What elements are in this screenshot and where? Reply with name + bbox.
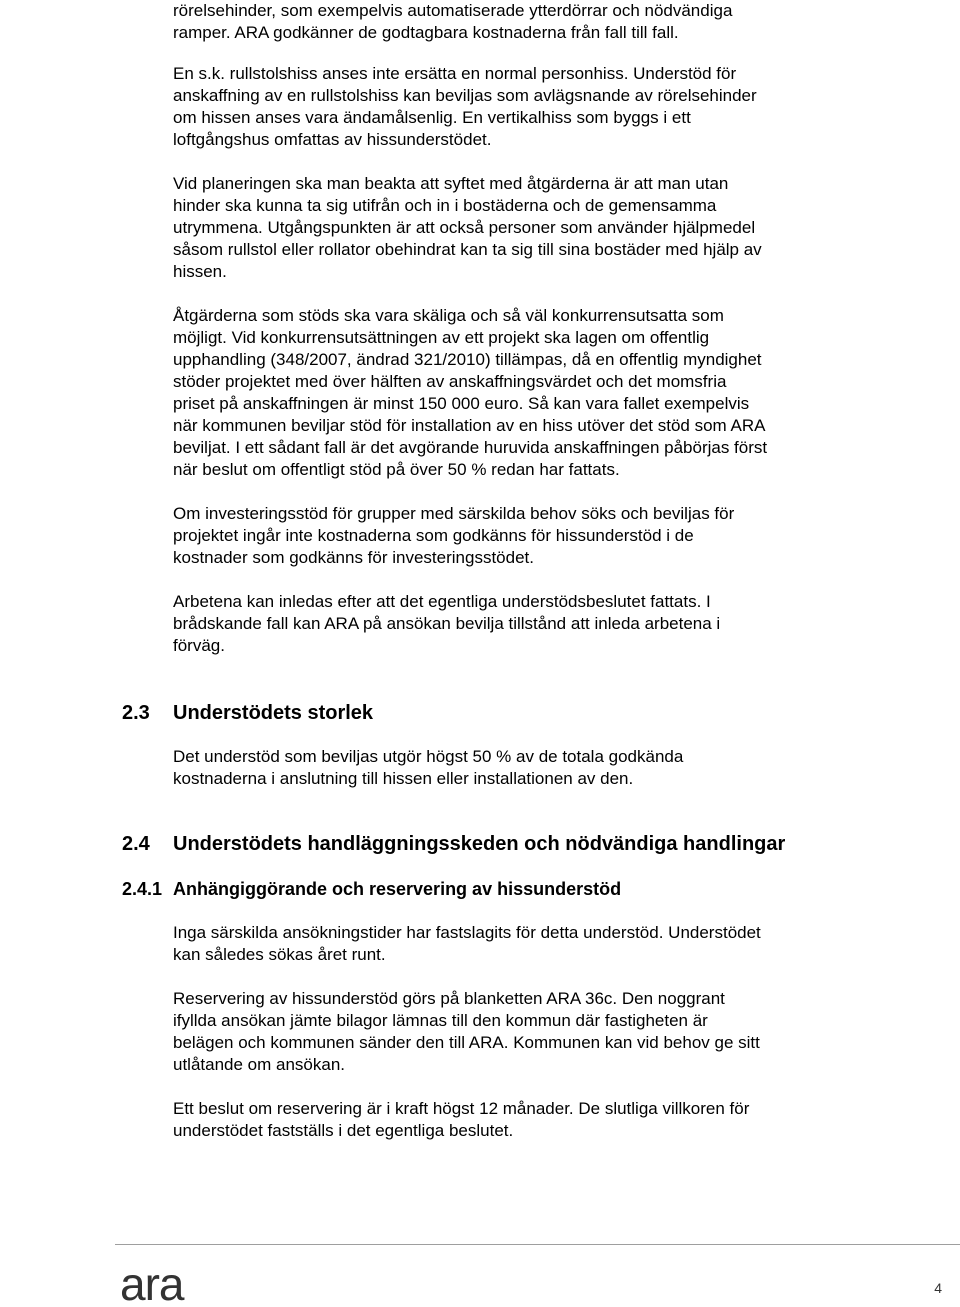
footer-divider (115, 1244, 960, 1245)
ara-logo (120, 1262, 190, 1304)
section-title: Understödets handläggningsskeden och nödvändiga handlingar (173, 833, 786, 855)
paragraph-wheelchair-ramps: rörelsehinder, som exempelvis automatiserade ytterdörrar och nödvändiga ramper. ARA godkänner de godtagbara kostnaderna från fall till fall. (173, 1, 733, 42)
paragraph-grant-size: Det understöd som beviljas utgör högst 50 % av de totala godkända kostnaderna i anslutning till hissen eller installationen av den. (173, 747, 684, 788)
paragraph-reservation-form: Reservering av hissunderstöd görs på blanketten ARA 36c. Den noggrant ifyllda ansökan jämte bilagor lämnas till den kommun där fastigheten är belägen och kommunen sänder den till ARA. Kommunen kan vid behov ge sitt utlåtande om ansökan. (173, 989, 760, 1074)
paragraph-procurement: Åtgärderna som stöds ska vara skäliga och så väl konkurrensutsatta som möjligt. Vid konkurrensutsättningen av ett projekt ska lagen om offentlig upphandling (348/2007, ändrad 321/2010) tillämpas, då en offentlig myndighet stöder projektet med över hälften av anskaffningsvärdet och det momsfria priset på anskaffningen är minst 150 000 euro. Så kan vara fallet exempelvis när kommunen beviljar stöd för installation av en hiss utöver det stöd som ARA beviljat. I ett sådant fall är det avgörande huruvida anskaffningen påbörjas först när beslut om offentligt stöd på över 50 % redan har fattats. (173, 306, 768, 479)
ara-logo-text: ara (120, 1262, 184, 1304)
section-title: Understödets storlek (173, 702, 374, 724)
paragraph-wheelchair-lift: En s.k. rullstolshiss anses inte ersätta en normal personhiss. Understöd för anskaffning av en rullstolshiss kan beviljas som avlägsnande av rörelsehinder om hissen anses vara ändamålsenlig. En vertikalhiss som byggs i ett loftgångshus omfattas av hissunderstödet. (173, 64, 757, 149)
section-number: 2.4.1 (122, 879, 163, 899)
paragraph-application-times: Inga särskilda ansökningstider har fastslagits för detta understöd. Understödet kan således sökas året runt. (173, 923, 761, 964)
paragraph-work-start: Arbetena kan inledas efter att det egentliga understödsbeslutet fattats. I brådskande fall kan ARA på ansökan bevilja tillstånd att inleda arbetena i förväg. (173, 592, 721, 655)
page-number: 4 (934, 1280, 942, 1296)
section-title: Anhängiggörande och reservering av hissunderstöd (173, 879, 622, 899)
paragraph-reservation-validity: Ett beslut om reservering är i kraft högst 12 månader. De slutliga villkoren för understödet fastställs i det egentliga beslutet. (173, 1099, 750, 1140)
section-number: 2.3 (122, 702, 150, 724)
paragraph-planning: Vid planeringen ska man beakta att syftet med åtgärderna är att man utan hinder ska kunna ta sig utifrån och in i bostäderna och de gemensamma utrymmena. Utgångspunkten är att också personer som använder hjälpmedel såsom rullstol eller rollator obehindrat kan ta sig till sina bostäder med hjälp av hissen. (173, 174, 762, 281)
section-number: 2.4 (122, 833, 150, 855)
paragraph-investment-support: Om investeringsstöd för grupper med särskilda behov söks och beviljas för projektet ingår inte kostnaderna som godkänns för hissunderstöd i de kostnader som godkänns för investeringsstödet. (173, 504, 735, 567)
